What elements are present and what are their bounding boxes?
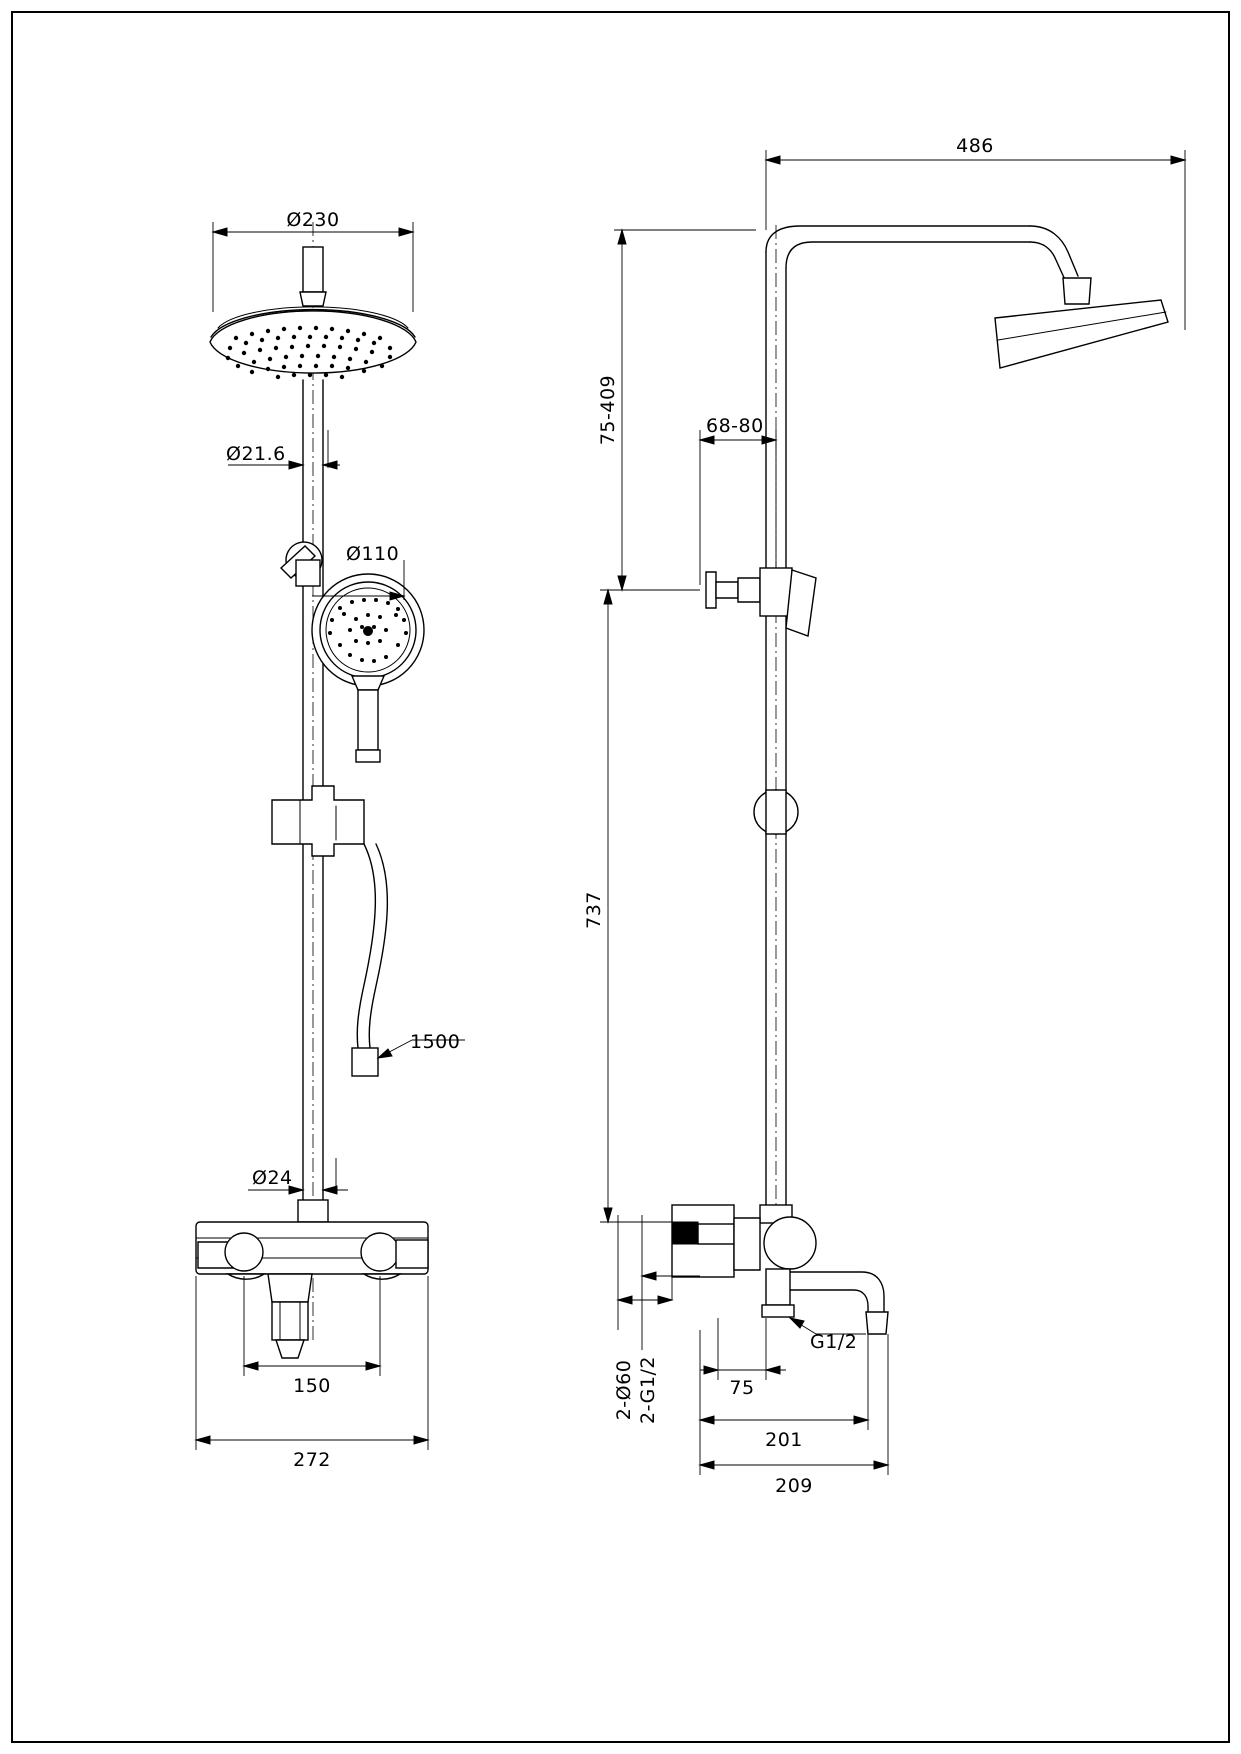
dim-wall-to-valve xyxy=(700,1318,786,1380)
label-arm-projection: 486 xyxy=(956,135,994,157)
label-overall-width: 272 xyxy=(293,1449,331,1471)
shower-hose xyxy=(352,844,387,1076)
front-view xyxy=(196,222,465,1450)
wall-bracket-side xyxy=(706,568,816,636)
dim-inlet-centres xyxy=(244,1276,380,1376)
label-wall-to-valve: 75 xyxy=(729,1377,755,1399)
rain-shower-head xyxy=(210,307,416,379)
hand-shower-head xyxy=(312,574,424,686)
dim-spout-projection-outer xyxy=(700,1334,888,1475)
label-bracket-projection: 68-80 xyxy=(706,415,764,437)
label-spout-projection-outer: 209 xyxy=(775,1475,813,1497)
valve-body-side xyxy=(672,1205,816,1317)
label-hose-length: 1500 xyxy=(410,1031,461,1053)
dim-head-height-range xyxy=(614,230,756,590)
bath-spout xyxy=(790,1272,888,1334)
label-riser-height: 737 xyxy=(583,891,605,929)
label-inlet-connection: 2-G1/2 xyxy=(637,1356,659,1424)
rain-head-side xyxy=(995,278,1168,368)
label-valve-body-diameter: Ø24 xyxy=(252,1167,293,1189)
dim-riser-height xyxy=(600,590,750,1222)
dim-bracket-projection xyxy=(700,430,776,585)
slider-holder-side xyxy=(754,790,798,834)
label-spout-projection-inner: 201 xyxy=(765,1429,803,1451)
label-inlet-thread: 2-Ø60 xyxy=(613,1359,635,1421)
shower-arm xyxy=(766,226,1078,282)
label-outlet-thread: G1/2 xyxy=(810,1331,858,1353)
dim-overall-width xyxy=(196,1276,428,1450)
label-hand-shower-diameter: Ø110 xyxy=(346,543,400,565)
label-inlet-centres: 150 xyxy=(293,1375,331,1397)
label-riser-diameter: Ø21.6 xyxy=(226,443,286,465)
sheet-border xyxy=(12,12,1229,1742)
dim-arm-projection xyxy=(766,150,1185,330)
rain-head-mount xyxy=(300,247,326,306)
hand-shower-bracket xyxy=(281,542,322,586)
side-view xyxy=(600,150,1185,1475)
thermostatic-valve-body xyxy=(196,1200,428,1358)
slider-holder xyxy=(272,786,364,856)
label-rain-head-diameter: Ø230 xyxy=(286,209,340,231)
hand-shower-handle xyxy=(352,676,384,762)
label-head-height-range: 75-409 xyxy=(597,374,619,446)
